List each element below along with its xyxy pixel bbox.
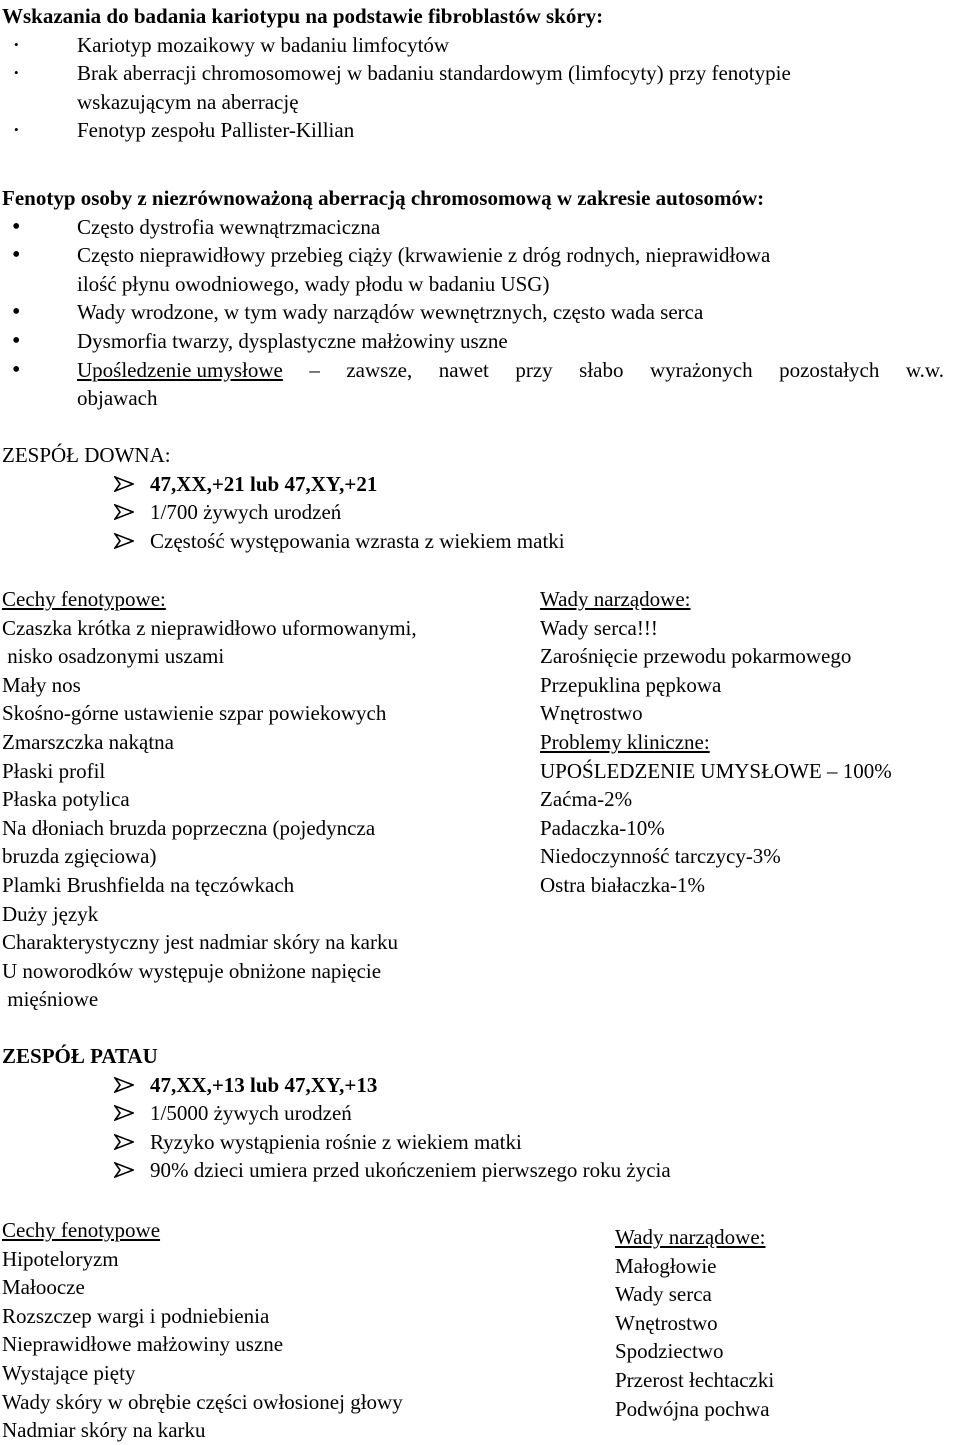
fibroblast-section (2, 2, 791, 145)
list-item: • Kariotyp mozaikowy w badaniu limfocytów (14, 32, 450, 57)
bullet-icon: • (14, 122, 19, 138)
list-item: UPOŚLEDZENIE UMYSŁOWE – 100% (540, 758, 892, 783)
list-item: Ryzyko wystąpienia rośnie z wiekiem matki (2, 1128, 671, 1157)
list-item: Hipoteloryzm (2, 1246, 119, 1271)
down-phenotype-column (2, 585, 417, 1014)
bullet-icon: • (12, 356, 21, 383)
list-item: Rozszczep wargi i podniebienia (2, 1303, 270, 1328)
down-organ-defects-column (540, 585, 892, 900)
arrow-icon (114, 1134, 134, 1150)
list-item: Podwójna pochwa (615, 1396, 770, 1421)
list-item: Wystające pięty (2, 1360, 136, 1385)
list-item: Spodziectwo (615, 1339, 724, 1364)
list-item: Wady skóry w obrębie części owłosionej głowy (2, 1389, 403, 1414)
list-item: Płaska potylica (2, 787, 130, 812)
list-item: • Brak aberracji chromosomowej w badaniu standardowym (limfocyty) przy fenotypie (14, 61, 791, 86)
clinical-heading: Problemy kliniczne: (540, 729, 710, 754)
bullet-icon: • (14, 65, 19, 81)
list-item: Plamki Brushfielda na tęczówkach (2, 872, 295, 897)
list-item: • Fenotyp zespołu Pallister-Killian (14, 118, 355, 143)
fibroblast-heading: Wskazania do badania kariotypu na podstawie fibroblastów skóry: (2, 4, 604, 28)
list-item: Wnętrostwo (540, 701, 643, 726)
list-item: Czaszka krótka z nieprawidłowo uformowanymi, (2, 615, 417, 640)
list-item: • Często nieprawidłowy przebieg ciąży (krwawienie z dróg rodnych, nieprawidłowa (12, 242, 771, 269)
justified-line: Upośledzenie umysłowe – zawsze, nawet przy słabo wyrażonych pozostałych w.w. (77, 356, 944, 385)
autosomal-section (2, 184, 944, 413)
list-item: • Dysmorfia twarzy, dysplastyczne małżowiny uszne (12, 327, 508, 354)
list-item: Ostra białaczka-1% (540, 872, 705, 897)
list-item: Małogłowie (615, 1253, 717, 1278)
column-heading: Cechy fenotypowe: (2, 587, 166, 611)
list-item: 90% dzieci umiera przed ukończeniem pierwszego roku życia (2, 1156, 671, 1185)
bullet-icon: • (12, 213, 21, 240)
bullet-icon: • (12, 327, 21, 354)
list-item (2, 356, 944, 385)
list-item: • Często dystrofia wewnątrzmaciczna (12, 213, 381, 240)
list-item: nisko osadzonymi uszami (2, 644, 225, 669)
list-item: Małoocze (2, 1275, 85, 1300)
bullet-icon: • (14, 36, 19, 52)
list-item: Nadmiar skóry na karku (2, 1418, 206, 1443)
list-item: Charakterystyczny jest nadmiar skóry na karku (2, 930, 398, 955)
autosomal-heading: Fenotyp osoby z niezrównoważoną aberracją chromosomową w zakresie autosomów: (2, 186, 765, 210)
arrow-icon (114, 504, 134, 520)
list-item: Przerost łechtaczki (615, 1367, 775, 1392)
list-item: U noworodków występuje obniżone napięcie (2, 958, 382, 983)
arrow-icon (114, 533, 134, 549)
list-item: Mały nos (2, 672, 81, 697)
patau-organ-defects-column (615, 1223, 774, 1423)
column-heading: Wady narządowe: (540, 587, 691, 611)
bullet-icon: • (12, 299, 21, 326)
list-item: 47,XX,+13 lub 47,XY,+13 (2, 1071, 671, 1100)
list-item: Nieprawidłowe małżowiny uszne (2, 1332, 284, 1357)
underlined-term: Upośledzenie umysłowe (77, 357, 283, 382)
list-item: • Wady wrodzone, w tym wady narządów wewnętrznych, często wada serca (12, 299, 704, 326)
arrow-icon (114, 1105, 134, 1121)
list-item: Częstość występowania wzrasta z wiekiem matki (2, 527, 565, 556)
list-item: Zaćma-2% (540, 787, 633, 812)
list-item: Wady serca!!! (540, 615, 658, 640)
list-item: 1/700 żywych urodzeń (2, 498, 565, 527)
list-item: Duży język (2, 901, 99, 926)
list-item: Zarośnięcie przewodu pokarmowego (540, 644, 852, 669)
arrow-icon (114, 1077, 134, 1093)
list-item: Na dłoniach bruzda poprzeczna (pojedyncza (2, 815, 376, 840)
list-item: 1/5000 żywych urodzeń (2, 1099, 671, 1128)
list-item: Skośno-górne ustawienie szpar powiekowych (2, 701, 387, 726)
list-item: 47,XX,+21 lub 47,XY,+21 (2, 470, 565, 499)
down-heading: ZESPÓŁ DOWNA: (2, 443, 171, 467)
list-item: Wnętrostwo (615, 1310, 718, 1335)
patau-phenotype-column (2, 1216, 403, 1445)
list-item: Wady serca (615, 1282, 712, 1307)
patau-heading: ZESPÓŁ PATAU (2, 1044, 158, 1068)
down-section (2, 441, 565, 555)
column-heading: Wady narządowe: (615, 1225, 766, 1249)
list-item-continuation: objawach (77, 386, 158, 411)
column-heading: Cechy fenotypowe (2, 1218, 161, 1242)
list-item: Padaczka-10% (540, 815, 665, 840)
arrow-icon (114, 1162, 134, 1178)
list-item: mięśniowe (2, 987, 99, 1012)
list-item: Zmarszczka nakątna (2, 729, 174, 754)
list-item-continuation: ilość płynu owodniowego, wady płodu w badaniu USG) (77, 271, 550, 296)
bullet-icon: • (12, 242, 21, 269)
patau-section (2, 1042, 671, 1185)
list-item: Przepuklina pępkowa (540, 672, 722, 697)
list-item: Niedoczynność tarczycy-3% (540, 844, 781, 869)
list-item: bruzda zgięciowa) (2, 844, 157, 869)
list-item: Płaski profil (2, 758, 106, 783)
arrow-icon (114, 476, 134, 492)
list-item-continuation: wskazującym na aberrację (77, 89, 299, 114)
